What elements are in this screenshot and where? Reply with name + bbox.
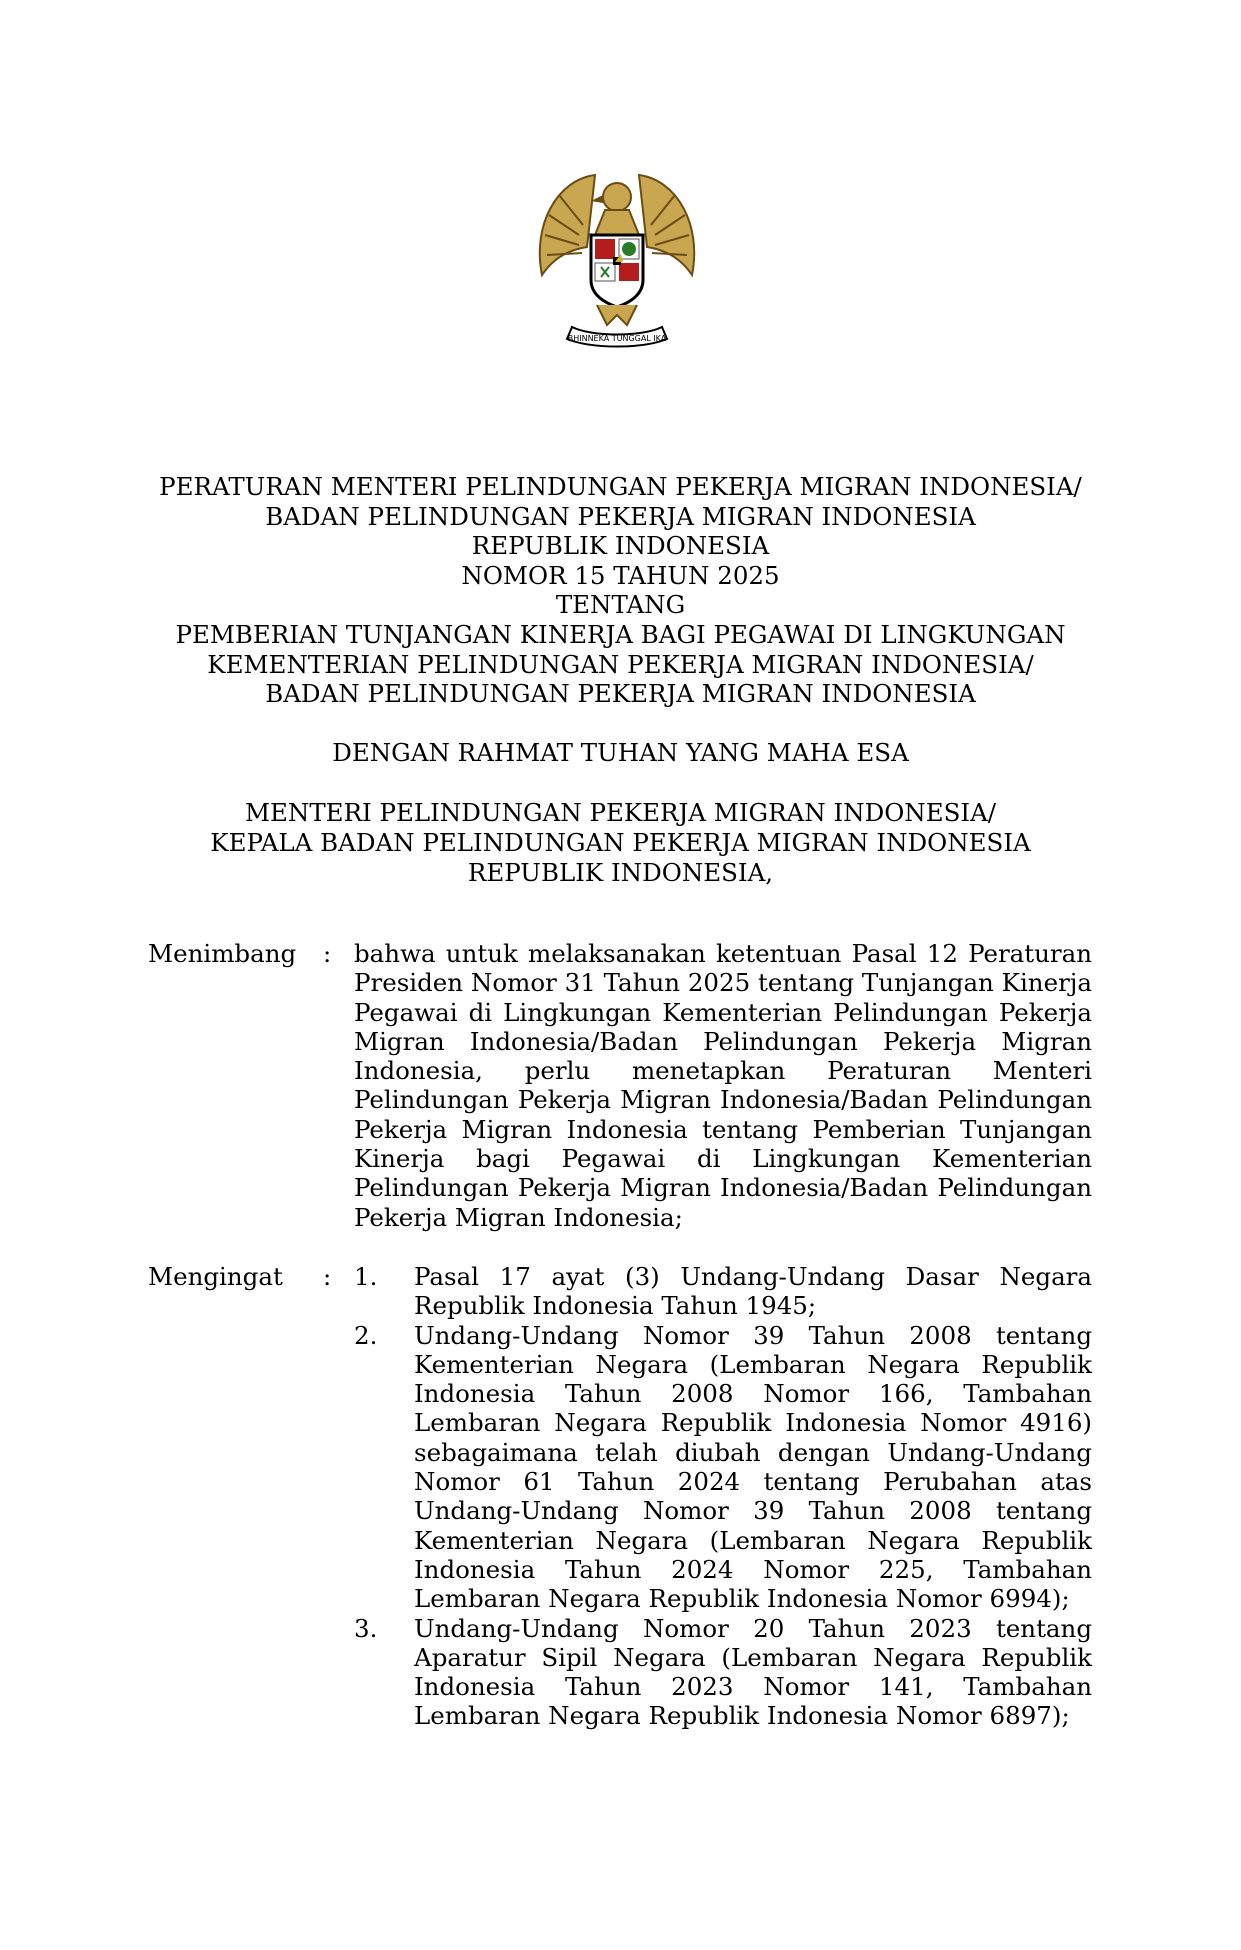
title-line: BADAN PELINDUNGAN PEKERJA MIGRAN INDONESIA bbox=[265, 679, 976, 709]
title-line: TENTANG bbox=[555, 590, 686, 620]
list-item bbox=[354, 1614, 1092, 1731]
title-line: REPUBLIK INDONESIA bbox=[471, 531, 770, 561]
item-number: 1. bbox=[354, 1262, 378, 1291]
title-line: KEMENTERIAN PELINDUNGAN PEKERJA MIGRAN INDONESIA/ bbox=[207, 649, 1034, 679]
text-line: Undang-Undang Nomor 39 Tahun 2008 tentang bbox=[414, 1496, 1092, 1526]
text-line: Indonesia Tahun 2023 Nomor 141, Tambahan bbox=[414, 1672, 1092, 1702]
text-line: Lembaran Negara Republik Indonesia Nomor 6994); bbox=[414, 1584, 1070, 1614]
mengingat-label: Mengingat bbox=[148, 1262, 283, 1291]
mengingat-colon: : bbox=[323, 1262, 332, 1291]
text-line: bahwa untuk melaksanakan ketentuan Pasal 12 Peraturan bbox=[354, 939, 1092, 968]
text-line: Pegawai di Lingkungan Kementerian Pelindungan Pekerja bbox=[354, 997, 1092, 1027]
item-number: 2. bbox=[354, 1320, 378, 1350]
regulation-title bbox=[100, 472, 1141, 887]
text-line: Aparatur Sipil Negara (Lembaran Negara Republik bbox=[414, 1642, 1092, 1672]
text-line: Migran Indonesia/Badan Pelindungan Pekerja Migran bbox=[354, 1026, 1092, 1056]
text-line: Kinerja bagi Pegawai di Lingkungan Kementerian bbox=[354, 1144, 1092, 1174]
minister-line: REPUBLIK INDONESIA, bbox=[467, 857, 774, 887]
menimbang-colon: : bbox=[323, 939, 332, 968]
text-line: Undang-Undang Nomor 39 Tahun 2008 tentang bbox=[414, 1320, 1092, 1350]
text-line: Indonesia Tahun 2024 Nomor 225, Tambahan bbox=[414, 1554, 1092, 1584]
list-item bbox=[354, 1262, 1092, 1321]
mengingat-list bbox=[354, 1262, 1092, 1731]
text-line: sebagaimana telah diubah dengan Undang-Undang bbox=[414, 1437, 1092, 1467]
text-line: Presiden Nomor 31 Tahun 2025 tentang Tunjangan Kinerja bbox=[354, 968, 1092, 998]
text-line: Pelindungan Pekerja Migran Indonesia/Badan Pelindungan bbox=[354, 1085, 1092, 1115]
text-line: Pekerja Migran Indonesia tentang Pemberian Tunjangan bbox=[354, 1114, 1092, 1144]
text-line: Lembaran Negara Republik Indonesia Nomor 6897); bbox=[414, 1701, 1070, 1731]
garuda-emblem-icon bbox=[517, 155, 717, 355]
invocation: DENGAN RAHMAT TUHAN YANG MAHA ESA bbox=[332, 737, 909, 767]
text-line: Lembaran Negara Republik Indonesia Nomor 4916) bbox=[414, 1408, 1092, 1438]
title-line: BADAN PELINDUNGAN PEKERJA MIGRAN INDONESIA bbox=[265, 501, 976, 531]
text-line: Nomor 61 Tahun 2024 tentang Perubahan atas bbox=[414, 1467, 1092, 1497]
list-item bbox=[354, 1321, 1092, 1614]
text-line: Kementerian Negara (Lembaran Negara Republik bbox=[414, 1525, 1092, 1555]
title-line: PEMBERIAN TUNJANGAN KINERJA BAGI PEGAWAI DI LINGKUNGAN bbox=[175, 619, 1066, 649]
menimbang-text bbox=[354, 939, 1092, 1232]
text-line: Republik Indonesia Tahun 1945; bbox=[414, 1291, 817, 1321]
text-line: Pekerja Migran Indonesia; bbox=[354, 1202, 683, 1232]
menimbang-section bbox=[148, 939, 1092, 1239]
title-line: PERATURAN MENTERI PELINDUNGAN PEKERJA MIGRAN INDONESIA/ bbox=[159, 472, 1082, 501]
title-line: NOMOR 15 TAHUN 2025 bbox=[461, 560, 780, 590]
menimbang-label: Menimbang bbox=[148, 939, 297, 968]
motto-text: BHINNEKA TUNGGAL IKA bbox=[567, 334, 667, 343]
text-line: Kementerian Negara (Lembaran Negara Republik bbox=[414, 1349, 1092, 1379]
text-line: Pelindungan Pekerja Migran Indonesia/Badan Pelindungan bbox=[354, 1173, 1092, 1203]
minister-line: MENTERI PELINDUNGAN PEKERJA MIGRAN INDONESIA/ bbox=[244, 798, 997, 828]
minister-line: KEPALA BADAN PELINDUNGAN PEKERJA MIGRAN INDONESIA bbox=[210, 827, 1031, 857]
text-line: Undang-Undang Nomor 20 Tahun 2023 tentang bbox=[414, 1613, 1092, 1643]
text-line: Pasal 17 ayat (3) Undang-Undang Dasar Negara bbox=[414, 1262, 1092, 1291]
item-number: 3. bbox=[354, 1613, 378, 1643]
text-line: Indonesia Tahun 2008 Nomor 166, Tambahan bbox=[414, 1379, 1092, 1409]
mengingat-section bbox=[148, 1262, 1092, 1742]
text-line: Indonesia, perlu menetapkan Peraturan Menteri bbox=[354, 1056, 1092, 1086]
